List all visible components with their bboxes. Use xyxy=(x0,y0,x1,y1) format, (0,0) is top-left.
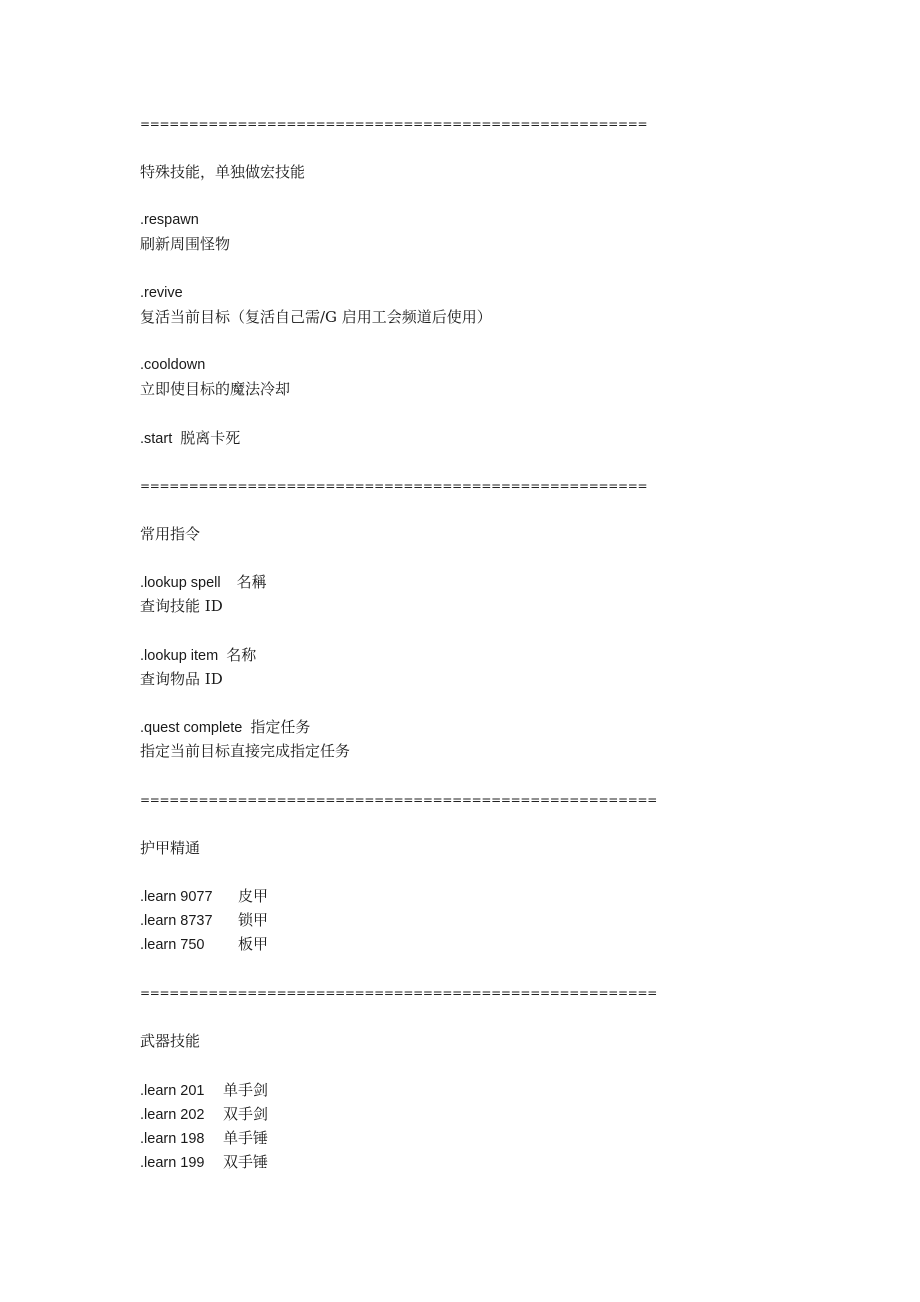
armor-name: 皮甲 xyxy=(238,887,269,905)
common-commands-heading: 常用指令 xyxy=(140,525,201,543)
weapon-row xyxy=(140,1104,268,1125)
lookup-spell-command: .lookup spell xyxy=(140,575,221,591)
start-description: 脱离卡死 xyxy=(180,429,241,447)
armor-name: 板甲 xyxy=(238,935,269,953)
lookup-spell-argument: 名稱 xyxy=(236,573,267,591)
start-line xyxy=(140,428,240,449)
weapon-row xyxy=(140,1128,268,1149)
armor-row xyxy=(140,934,268,955)
lookup-item-line xyxy=(140,645,256,666)
separator-4: ===================================================== xyxy=(140,986,657,1000)
weapon-command: .learn 199 xyxy=(140,1155,205,1171)
quest-complete-line xyxy=(140,717,310,738)
separator-3: ===================================================== xyxy=(140,793,657,807)
lookup-item-command: .lookup item xyxy=(140,648,219,664)
weapon-command: .learn 201 xyxy=(140,1083,205,1099)
revive-command: .revive xyxy=(140,285,183,301)
separator-1: ==================================================== xyxy=(140,117,648,131)
weapon-name: 单手锤 xyxy=(223,1129,269,1147)
revive-description: 复活当前目标（复活自己需/G 启用工会频道后使用） xyxy=(140,308,492,326)
armor-name: 锁甲 xyxy=(238,911,269,929)
respawn-command: .respawn xyxy=(140,212,199,228)
cooldown-command: .cooldown xyxy=(140,357,206,373)
armor-heading: 护甲精通 xyxy=(140,839,201,857)
lookup-spell-line xyxy=(140,572,267,593)
armor-command: .learn 9077 xyxy=(140,889,213,905)
lookup-item-description: 查询物品 ID xyxy=(140,670,223,688)
armor-command: .learn 8737 xyxy=(140,913,213,929)
lookup-item-argument: 名称 xyxy=(226,646,257,664)
weapon-row xyxy=(140,1080,268,1101)
armor-row xyxy=(140,910,268,931)
separator-2: ==================================================== xyxy=(140,479,648,493)
cooldown-description: 立即使目标的魔法冷却 xyxy=(140,380,291,398)
weapon-name: 双手锤 xyxy=(223,1153,269,1171)
quest-complete-description: 指定当前目标直接完成指定任务 xyxy=(140,742,351,760)
weapon-row xyxy=(140,1152,268,1173)
lookup-spell-description: 查询技能 ID xyxy=(140,597,223,615)
quest-complete-command: .quest complete xyxy=(140,720,243,736)
armor-row xyxy=(140,886,268,907)
start-command: .start xyxy=(140,431,173,447)
weapon-command: .learn 198 xyxy=(140,1131,205,1147)
special-skills-heading: 特殊技能，单独做宏技能 xyxy=(140,163,306,181)
respawn-description: 刷新周围怪物 xyxy=(140,235,231,253)
armor-command: .learn 750 xyxy=(140,937,205,953)
weapon-name: 双手剑 xyxy=(223,1105,269,1123)
weapon-command: .learn 202 xyxy=(140,1107,205,1123)
quest-complete-argument: 指定任务 xyxy=(250,718,311,736)
weapon-name: 单手剑 xyxy=(223,1081,269,1099)
weapon-skills-heading: 武器技能 xyxy=(140,1032,201,1050)
